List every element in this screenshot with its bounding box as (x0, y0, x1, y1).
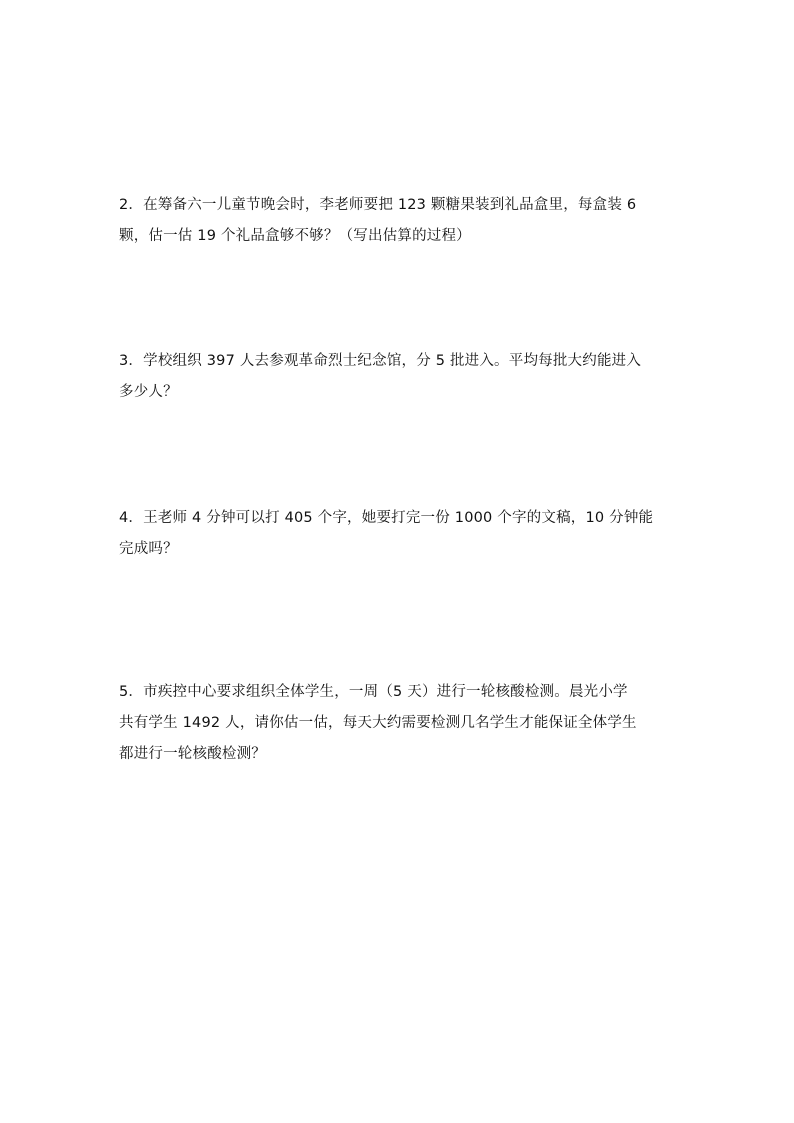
question-3-line-1: 3．学校组织 397 人去参观革命烈士纪念馆，分 5 批进入。平均每批大约能进入 (119, 353, 642, 369)
question-4-line-1: 4．王老师 4 分钟可以打 405 个字，她要打完一份 1000 个字的文稿，10 分钟能 (119, 510, 654, 526)
question-2-line-1: 2．在筹备六一儿童节晚会时，李老师要把 123 颗糖果装到礼品盒里，每盒装 6 (119, 197, 637, 213)
question-2 (119, 190, 679, 252)
question-5 (119, 677, 679, 770)
question-2-line-2: 颗，估一估 19 个礼品盒够不够？（写出估算的过程） (119, 228, 471, 244)
question-4 (119, 503, 679, 565)
question-5-line-3: 都进行一轮核酸检测？ (119, 746, 266, 762)
question-5-line-1: 5．市疾控中心要求组织全体学生，一周（5 天）进行一轮核酸检测。晨光小学 (119, 684, 628, 700)
question-5-line-2: 共有学生 1492 人，请你估一估，每天大约需要检测几名学生才能保证全体学生 (119, 715, 637, 731)
question-4-line-2: 完成吗？ (119, 541, 178, 557)
question-3 (119, 346, 679, 408)
question-3-line-2: 多少人？ (119, 384, 178, 400)
